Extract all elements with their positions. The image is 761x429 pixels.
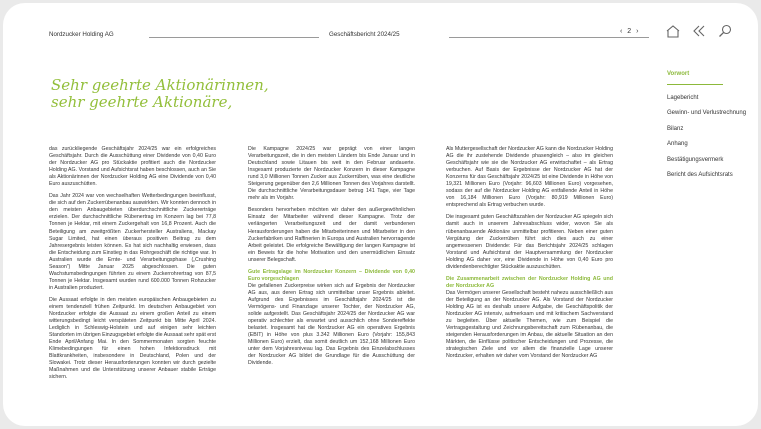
paragraph: das zurückliegende Geschäftsjahr 2024/25 war ein erfolgreiches Geschäftsjahr. Durch die Ausschüttung einer Dividende von 0,40 Euro der Nordzucker AG pro Stückaktie profitiert auch die Nordzucker Holding AG. Vorstand und Aufsichtsrat haben beschlossen, auch an Sie als Aktionärinnen der Nordzucker Holding AG eine Dividende von 0,40 Euro auszuschütten. — [49, 146, 216, 188]
header-rule — [449, 37, 649, 38]
document-page — [3, 3, 758, 426]
section-heading: Gute Ertragslage im Nordzucker Konzern – Dividende von 0,40 Euro vorgeschlagen — [248, 268, 415, 282]
page-header — [49, 31, 644, 43]
paragraph: Die insgesamt guten Geschäftszahlen der Nordzucker AG spiegeln sich damit auch in unserem Jahresabschluss wider, wovon Sie als rübenanbauende Aktionäre unmittelbar profitieren. Neben einer guten Vergütung der Zuckerrüben führt sich dies auch zu einer angemessenen Dividende: Für das Berichtsjahr 2024/25 schlagen Vorstand und Aufsichtsrat der Hauptversammlung der Nordzucker Holding AG daher vor, eine Dividende in Höhe von 0,40 Euro pro dividendenberechtigter Stückaktie auszuschütten. — [446, 214, 613, 270]
page-number: 2 — [627, 28, 632, 35]
paragraph: Besonders hervorheben möchten wir daher den außergewöhnlichen Einsatz der Mitarbeiter während dieser Kampagne. Trotz der verlängerten Verarbeitungszeit und der damit verbundenen Herausforderungen haben die Mitarbeiterinnen und Mitarbeiter in den Zuckerfabriken und Raffinerien in Europa und Australien hervorragende Arbeit geleistet. Die erfolgreiche Bewältigung der langen Kampagne ist ein Beweis für die hohe Motivation und den unermüdlichen Einsatz unserer Belegschaft. — [248, 207, 415, 263]
page-pager — [620, 28, 639, 35]
toc-item-bilanz[interactable]: Bilanz — [667, 125, 684, 132]
text-column-3 — [446, 146, 613, 365]
active-indicator — [667, 84, 723, 85]
back-icon[interactable] — [691, 23, 707, 39]
home-icon[interactable] — [665, 23, 681, 39]
section-heading: Die Zusammenarbeit zwischen der Nordzucker Holding AG und der Nordzucker AG — [446, 275, 613, 289]
next-page-button[interactable]: › — [636, 28, 639, 35]
search-icon[interactable] — [717, 23, 733, 39]
greeting-line: Sehr geehrte Aktionärinnen, — [51, 76, 269, 94]
prev-page-button[interactable]: ‹ — [620, 28, 623, 35]
paragraph: Das Vermögen unserer Gesellschaft besteht nahezu ausschließlich aus der Beteiligung an der Nordzucker AG. Als Vorstand der Nordzucker Holding AG ist es deshalb unsere Aufgabe, die Geschäftspolitik der Nordzucker AG intensiv, aufmerksam und mit kritischem Sachverstand zu begleiten. Über aktuelle Themen, wie zum Beispiel die Vertragsgestaltung und Zeichnungsbereitschaft zum Rübenanbau, die steigenden Herausforderungen im Anbau, die aktuelle Situation an den Märkten, die Einflüsse politischer Entscheidungen und Prozesse, die strategischen Ziele und vor allem die finanzielle Lage unserer Nordzucker, erhalten wir daher vom Vorstand der Nordzucker AG — [446, 289, 613, 360]
toc-item-vorwort[interactable]: Vorwort — [667, 71, 690, 77]
toc-item-bericht-aufsichtsrat[interactable]: Bericht des Aufsichtsrats — [667, 172, 733, 178]
paragraph: Die Aussaat erfolgte in den meisten europäischen Anbaugebieten zu einem tendenziell frühen Zeitpunkt. Im deutschen Anbaugebiet von Nordzucker erfolgte die Aussaat zu einem großen Anteil zu einem witterungsbedingt leicht verspäteten Zeitpunkt bis Mitte April 2024. Lediglich in Schleswig-Holstein und auf einigen sehr leichten Standorten im übrigen Einzugsgebiet erfolgte die Aussaat sehr spät erst Ende April/Anfang Mai. In den Sommermonaten sorgten feuchte Klimebedingungen für einen hohen Infektionsdruck mit Blattkrankheiten, insbesondere in Deutschland, Polen und der Slowakei. Trotz dieser Herausforderungen konnten wir durch gezielte Maßnahmen und die Unterstützung unserer Anbauer stabile Erträge sichern. — [49, 296, 216, 381]
company-name: Nordzucker Holding AG — [49, 31, 114, 38]
toc-item-lagebericht[interactable]: Lagebericht — [667, 94, 699, 101]
text-column-1 — [49, 146, 216, 387]
paragraph: Die Kampagne 2024/25 war geprägt von einer langen Verarbeitungszeit, die in den meisten Ländern bis Ende Januar und in Deutschland sowie Litauen bis weit in den Februar andauerte. Insgesamt produzierte der Nordzucker Konzern in dieser Kampagne rund 3,0 Millionen Tonnen Zucker aus Zuckerrüben, was eine deutliche Steigerung gegenüber den 2,6 Millionen Tonnen des Vorjahres darstellt. Die durchschnittliche Verarbeitungsdauer betrug 141 Tage, vier Tage mehr als im Vorjahr. — [248, 146, 415, 202]
paragraph: Das Jahr 2024 war von wechselhaften Wetterbedingungen beeinflusst, die sich auf den Zuckerrübenanbau auswirkten. Wir konnten dennoch in den meisten Anbaugebieten überdurchschnittliche Zuckererträge erzielen. Der durchschnittliche Rübenertrag im Konzern lag bei 77,8 Tonnen je Hektar, mit einem Zuckergehalt von 16,8 Prozent. Auch die Beteiligung am zweitgrößten Zuckerhersteller Australiens, Mackay Sugar Limited, hat einen überaus positiven Beitrag zu dem Jahresergebnis leisten können. Es hat sich nachhaltig erwiesen, dass die Entscheidung zum Einstieg in das Rohrgeschäft die richtige war. In Australien wurde die Ernte- und Verarbeitungsphase („Crushing Season“) Mitte Januar 2025 abgeschlossen. Die guten Wachstumsbedingungen führten zu einem Zuckerrohrertrag von 87,5 Tonnen je Hektar. Insgesamt wurden rund 600.000 Tonnen Rohzucker in Australien produziert. — [49, 193, 216, 291]
toc-item-gewinn-verlust[interactable]: Gewinn- und Verlustrechnung — [667, 110, 747, 116]
table-of-contents — [667, 71, 749, 188]
paragraph: Die gefallenen Zuckerpreise wirken sich auf Ergebnis der Nordzucker AG aus, aus deren Ertrag sich unmittelbar unser Ergebnis ableitet. Aufgrund des Ergebnisses im Geschäftsjahr 2024/25 ist die Vermögens- und Finanzlage unserer Tochter, der Nordzucker AG, solide aufgestellt. Das Geschäftsjahr 2024/25 der Nordzucker AG war operativ schlechter als erwartet und ausschlich ohne Sondereffekte belastet. Insgesamt hat die Nordzucker AG ein operatives Ergebnis (EBIT) in Höhe von plus 3.342 Millionen Euro (Vorjahr: 155,843 Millionen Euro) erzielt, das somit deutlich um 152,168 Millionen Euro unter dem Vorjahresniveau lag. Das Ergebnis des Einzelabschlusses der Nordzucker AG bildet die Grundlage für die Ausschüttung der Dividende. — [248, 282, 415, 367]
header-rule — [149, 37, 319, 38]
toc-item-anhang[interactable]: Anhang — [667, 141, 688, 147]
greeting-line: sehr geehrte Aktionäre, — [51, 93, 233, 111]
toc-item-bestaetigungsvermerk[interactable]: Bestätigungsvermerk — [667, 156, 724, 163]
greeting — [51, 77, 269, 111]
report-title: Geschäftsbericht 2024/25 — [329, 31, 400, 38]
paragraph: Als Muttergesellschaft der Nordzucker AG kann die Nordzucker Holding AG die ihr zustehende Dividende phasengleich – also im gleichen Geschäftsjahr wie sie die Nordzucker AG erwirtschaftet – als Ertrag verbuchen. Auf Basis der Ergebnisse der Nordzucker AG hat der Konzerns für das Geschäftsjahr 2024/25 ist eine Dividende in Höhe von 19,321 Millionen Euro (Vorjahr: 96,603 Millionen Euro) vorgesehen, sodass der auf die Nordzucker Holding AG entfallende Anteil in Höhe von 16,184 Millionen Euro (Vorjahr: 80,919 Millionen Euro) entsprechend als Ertrag verbuchen wurde. — [446, 146, 613, 209]
text-column-2 — [248, 146, 415, 372]
